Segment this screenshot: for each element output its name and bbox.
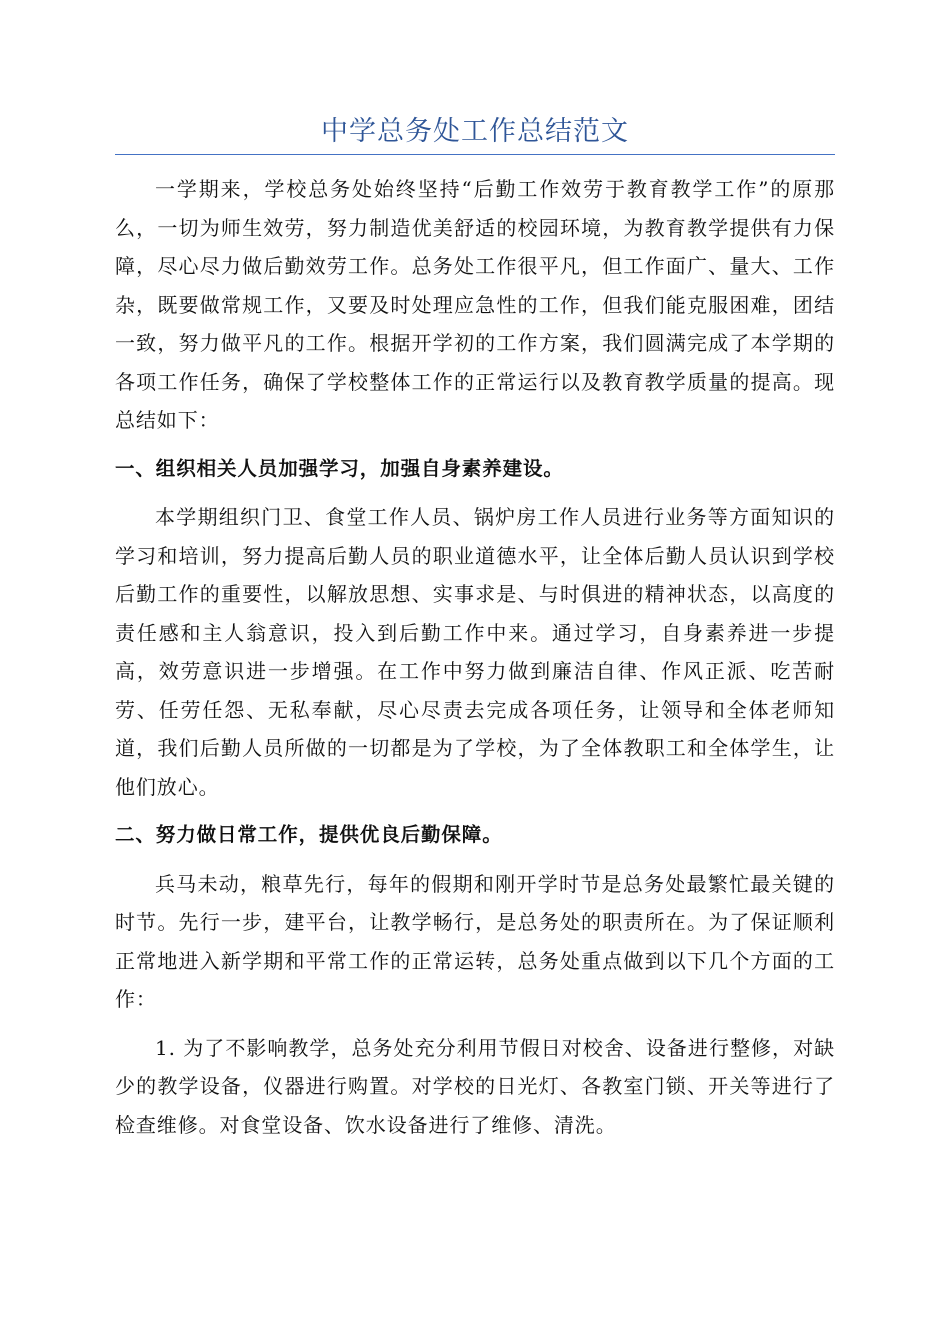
section-1-paragraph: 本学期组织门卫、食堂工作人员、锅炉房工作人员进行业务等方面知识的学习和培训，努力提高后勤人员的职业道德水平，让全体后勤人员认识到学校后勤工作的重要性，以解放思想、实事求是、与时俱进的精神状态，以高度的责任感和主人翁意识，投入到后勤工作中来。通过学习，自身素养进一步提高，效劳意识进一步增强。在工作中努力做到廉洁自律、作风正派、吃苦耐劳、任劳任怨、无私奉献，尽心尽责去完成各项任务，让领导和全体老师知道，我们后勤人员所做的一切都是为了学校，为了全体教职工和全体学生，让他们放心。 xyxy=(115,505,835,799)
section-2-heading: 二、努力做日常工作，提供优良后勤保障。 xyxy=(115,823,503,846)
document-body xyxy=(115,170,835,1154)
document-title: 中学总务处工作总结范文 xyxy=(321,116,629,147)
section-1-heading: 一、组织相关人员加强学习，加强自身素养建设。 xyxy=(115,456,564,480)
section-2-paragraph: 兵马未动，粮草先行，每年的假期和刚开学时节是总务处最繁忙最关键的时节。先行一步，建平台，让教学畅行，是总务处的职责所在。为了保证顺利正常地进入新学期和平常工作的正常运转，总务处重点做到以下几个方面的工作： xyxy=(115,871,835,1011)
intro-paragraph: 一学期来，学校总务处始终坚持“后勤工作效劳于教育教学工作”的原那么，一切为师生效劳，努力制造优美舒适的校园环境，为教育教学提供有力保障，尽心尽力做后勤效劳工作。总务处工作很平凡，但工作面广、量大、工作杂，既要做常规工作，又要及时处理应急性的工作，但我们能克服困难，团结一致，努力做平凡的工作。根据开学初的工作方案，我们圆满完成了本学期的各项工作任务，确保了学校整体工作的正常运行以及教育教学质量的提高。现总结如下： xyxy=(115,177,835,432)
section-2-item-1: 1. 为了不影响教学，总务处充分利用节假日对校舍、设备进行整修，对缺少的教学设备，仪器进行购置。对学校的日光灯、各教室门锁、开关等进行了检查维修。对食堂设备、饮水设备进行了维修、清洗。 xyxy=(115,1035,835,1137)
title-underline xyxy=(115,154,835,155)
